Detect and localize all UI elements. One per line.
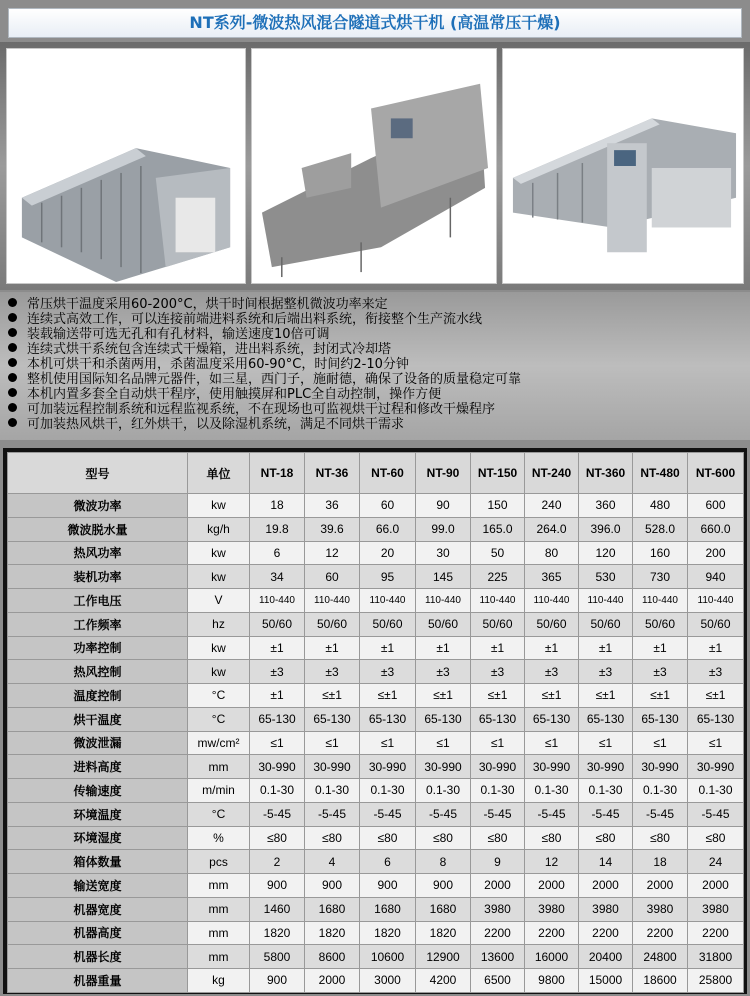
value-cell: 50/60 [250,612,305,636]
unit-cell: mm [188,921,250,945]
microwave-tunnel-image [503,49,743,283]
value-cell: ≤80 [579,826,633,850]
value-cell: 50/60 [305,612,360,636]
row-label: 进料高度 [8,755,188,779]
value-cell: 65-130 [579,707,633,731]
feature-item: 本机内置多套全自动烘干程序，使用触摸屏和PLC全自动控制，操作方便 [8,387,441,403]
value-cell: 0.1-30 [471,779,525,803]
value-cell: 65-130 [525,707,579,731]
value-cell: 20 [360,541,416,565]
value-cell: 3980 [633,897,688,921]
value-cell: 600 [688,494,744,518]
value-cell: 19.8 [250,517,305,541]
value-cell: 65-130 [471,707,525,731]
table-row [8,755,744,779]
value-cell: ≤1 [416,731,471,755]
value-cell: 110-440 [633,589,688,613]
value-cell: -5-45 [416,802,471,826]
value-cell: 6 [250,541,305,565]
row-label: 微波功率 [8,494,188,518]
value-cell: ±1 [305,636,360,660]
value-cell: 0.1-30 [250,779,305,803]
value-cell: -5-45 [633,802,688,826]
unit-cell: mw/cm² [188,731,250,755]
value-cell: 200 [688,541,744,565]
value-cell: -5-45 [305,802,360,826]
table-row [8,660,744,684]
value-cell: 360 [579,494,633,518]
header-unit: 单位 [188,453,250,494]
unit-cell: kw [188,565,250,589]
value-cell: 165.0 [471,517,525,541]
table-row [8,945,744,969]
value-cell: 900 [416,874,471,898]
bullet-icon [8,313,17,322]
value-cell: 0.1-30 [633,779,688,803]
table-row [8,517,744,541]
value-cell: 1820 [360,921,416,945]
value-cell: ±1 [416,636,471,660]
value-cell: 480 [633,494,688,518]
unit-cell: °C [188,707,250,731]
feature-item: 装载输送带可选无孔和有孔材料，输送速度10倍可调 [8,327,330,343]
table-row [8,802,744,826]
value-cell: 110-440 [579,589,633,613]
value-cell: ≤80 [305,826,360,850]
value-cell: ≤80 [416,826,471,850]
value-cell: 65-130 [250,707,305,731]
feature-list [0,292,750,440]
unit-cell: °C [188,684,250,708]
value-cell: 0.1-30 [360,779,416,803]
value-cell: 3980 [579,897,633,921]
bullet-icon [8,358,17,367]
table-row [8,684,744,708]
value-cell: ±1 [360,636,416,660]
value-cell: 1680 [360,897,416,921]
unit-cell: % [188,826,250,850]
photo-strip [0,42,750,290]
value-cell: ±3 [250,660,305,684]
value-cell: 65-130 [633,707,688,731]
value-cell: ±1 [633,636,688,660]
feature-item: 常压烘干温度采用60-200°C，烘干时间根据整机微波功率来定 [8,297,388,313]
row-label: 机器宽度 [8,897,188,921]
value-cell: 0.1-30 [305,779,360,803]
bullet-icon [8,343,17,352]
row-label: 环境湿度 [8,826,188,850]
value-cell: 50/60 [416,612,471,636]
machine-photo-3 [502,48,744,284]
value-cell: 2 [250,850,305,874]
value-cell: ≤1 [688,731,744,755]
value-cell: 30-990 [416,755,471,779]
value-cell: ±3 [633,660,688,684]
value-cell: 30-990 [579,755,633,779]
value-cell: 110-440 [305,589,360,613]
header-nt-240: NT-240 [525,453,579,494]
value-cell: 13600 [471,945,525,969]
value-cell: 50/60 [525,612,579,636]
value-cell: 365 [525,565,579,589]
value-cell: ≤±1 [305,684,360,708]
value-cell: 2000 [579,874,633,898]
value-cell: 24800 [633,945,688,969]
machine-photo-1 [6,48,246,284]
value-cell: 4200 [416,969,471,993]
value-cell: 95 [360,565,416,589]
value-cell: 30 [416,541,471,565]
value-cell: 2000 [305,969,360,993]
value-cell: 18 [250,494,305,518]
value-cell: ≤80 [250,826,305,850]
value-cell: 2200 [688,921,744,945]
value-cell: 25800 [688,969,744,993]
unit-cell: kw [188,660,250,684]
value-cell: 0.1-30 [525,779,579,803]
machine-photo-2 [251,48,497,284]
row-label: 箱体数量 [8,850,188,874]
bullet-icon [8,328,17,337]
value-cell: -5-45 [250,802,305,826]
unit-cell: pcs [188,850,250,874]
table-row [8,541,744,565]
bullet-icon [8,388,17,397]
value-cell: 0.1-30 [579,779,633,803]
value-cell: 264.0 [525,517,579,541]
table-row [8,850,744,874]
row-label: 温度控制 [8,684,188,708]
value-cell: ±1 [525,636,579,660]
value-cell: ±3 [688,660,744,684]
row-label: 机器长度 [8,945,188,969]
row-label: 微波脱水量 [8,517,188,541]
unit-cell: m/min [188,779,250,803]
unit-cell: kw [188,541,250,565]
table-row [8,779,744,803]
row-label: 功率控制 [8,636,188,660]
value-cell: 65-130 [305,707,360,731]
feature-item: 可加装热风烘干，红外烘干，以及除湿机系统，满足不同烘干需求 [8,417,404,433]
unit-cell: mm [188,755,250,779]
value-cell: 30-990 [250,755,305,779]
header-nt-18: NT-18 [250,453,305,494]
value-cell: 50/60 [360,612,416,636]
value-cell: 30-990 [525,755,579,779]
value-cell: 900 [360,874,416,898]
table-row [8,612,744,636]
value-cell: 8600 [305,945,360,969]
value-cell: -5-45 [525,802,579,826]
unit-cell: kg [188,969,250,993]
value-cell: ±1 [250,684,305,708]
value-cell: 110-440 [416,589,471,613]
value-cell: 2200 [525,921,579,945]
value-cell: 110-440 [525,589,579,613]
value-cell: 80 [525,541,579,565]
page-title: NT系列-微波热风混合隧道式烘干机 (高温常压干燥) [8,8,742,38]
value-cell: 18 [633,850,688,874]
value-cell: ±1 [688,636,744,660]
value-cell: 18600 [633,969,688,993]
conveyor-dryer-image [252,49,496,283]
value-cell: ≤1 [579,731,633,755]
value-cell: 65-130 [688,707,744,731]
unit-cell: °C [188,802,250,826]
value-cell: 65-130 [360,707,416,731]
value-cell: 160 [633,541,688,565]
value-cell: 3000 [360,969,416,993]
value-cell: 900 [250,874,305,898]
header-nt-480: NT-480 [633,453,688,494]
table-header-row [8,453,744,494]
value-cell: 2000 [525,874,579,898]
value-cell: 2200 [471,921,525,945]
value-cell: 2000 [633,874,688,898]
value-cell: 145 [416,565,471,589]
value-cell: ≤1 [305,731,360,755]
unit-cell: kw [188,494,250,518]
value-cell: 3980 [471,897,525,921]
value-cell: 730 [633,565,688,589]
value-cell: 30-990 [633,755,688,779]
value-cell: 110-440 [250,589,305,613]
value-cell: 4 [305,850,360,874]
value-cell: 0.1-30 [688,779,744,803]
value-cell: ≤80 [360,826,416,850]
table-row [8,897,744,921]
value-cell: 3980 [525,897,579,921]
value-cell: 110-440 [471,589,525,613]
value-cell: 39.6 [305,517,360,541]
value-cell: ≤80 [688,826,744,850]
feature-item: 连续式高效工作，可以连接前端进料系统和后端出料系统，衔接整个生产流水线 [8,312,482,328]
bullet-icon [8,373,17,382]
header-nt-90: NT-90 [416,453,471,494]
value-cell: 10600 [360,945,416,969]
value-cell: ±3 [360,660,416,684]
header-nt-360: NT-360 [579,453,633,494]
value-cell: ≤±1 [471,684,525,708]
value-cell: 65-130 [416,707,471,731]
value-cell: 530 [579,565,633,589]
value-cell: 30-990 [360,755,416,779]
value-cell: 2000 [688,874,744,898]
table-row [8,921,744,945]
value-cell: ≤±1 [688,684,744,708]
value-cell: 5800 [250,945,305,969]
value-cell: 1680 [416,897,471,921]
value-cell: ±1 [250,636,305,660]
value-cell: ≤±1 [579,684,633,708]
value-cell: 9800 [525,969,579,993]
value-cell: ≤80 [525,826,579,850]
value-cell: ≤80 [633,826,688,850]
table-row [8,589,744,613]
value-cell: 1460 [250,897,305,921]
table-row [8,969,744,993]
value-cell: ≤±1 [525,684,579,708]
row-label: 烘干温度 [8,707,188,731]
value-cell: 90 [416,494,471,518]
table-row [8,636,744,660]
value-cell: 940 [688,565,744,589]
spec-table-body [8,494,744,993]
unit-cell: mm [188,874,250,898]
value-cell: ±3 [579,660,633,684]
table-row [8,731,744,755]
value-cell: 99.0 [416,517,471,541]
value-cell: 0.1-30 [416,779,471,803]
value-cell: 50/60 [633,612,688,636]
value-cell: 66.0 [360,517,416,541]
row-label: 机器重量 [8,969,188,993]
value-cell: 8 [416,850,471,874]
feature-item: 可加装远程控制系统和远程监视系统，不在现场也可监视烘干过程和修改干燥程序 [8,402,495,418]
value-cell: 50/60 [688,612,744,636]
value-cell: 900 [305,874,360,898]
value-cell: ±3 [471,660,525,684]
unit-cell: V [188,589,250,613]
table-row [8,494,744,518]
value-cell: -5-45 [579,802,633,826]
value-cell: 150 [471,494,525,518]
row-label: 机器高度 [8,921,188,945]
value-cell: ±3 [416,660,471,684]
value-cell: 1680 [305,897,360,921]
value-cell: 1820 [305,921,360,945]
value-cell: 1820 [250,921,305,945]
value-cell: 528.0 [633,517,688,541]
value-cell: 6500 [471,969,525,993]
value-cell: 31800 [688,945,744,969]
value-cell: 110-440 [688,589,744,613]
tunnel-dryer-image [7,49,245,283]
value-cell: ≤1 [471,731,525,755]
value-cell: 1820 [416,921,471,945]
value-cell: ≤1 [360,731,416,755]
unit-cell: mm [188,945,250,969]
feature-item: 连续式烘干系统包含连续式干燥箱，进出料系统，封闭式冷却塔 [8,342,391,358]
unit-cell: mm [188,897,250,921]
value-cell: 2200 [579,921,633,945]
value-cell: ≤±1 [633,684,688,708]
value-cell: 30-990 [305,755,360,779]
value-cell: 60 [360,494,416,518]
value-cell: ≤1 [525,731,579,755]
value-cell: 2200 [633,921,688,945]
value-cell: ≤±1 [416,684,471,708]
row-label: 装机功率 [8,565,188,589]
header-nt-60: NT-60 [360,453,416,494]
value-cell: -5-45 [471,802,525,826]
row-label: 工作电压 [8,589,188,613]
value-cell: 34 [250,565,305,589]
bullet-icon [8,403,17,412]
value-cell: 50 [471,541,525,565]
header-nt-150: NT-150 [471,453,525,494]
unit-cell: kg/h [188,517,250,541]
value-cell: 12900 [416,945,471,969]
spec-table-container [3,448,747,994]
value-cell: 20400 [579,945,633,969]
table-row [8,826,744,850]
value-cell: 14 [579,850,633,874]
value-cell: -5-45 [688,802,744,826]
value-cell: 60 [305,565,360,589]
value-cell: 3980 [688,897,744,921]
value-cell: ≤1 [633,731,688,755]
row-label: 工作频率 [8,612,188,636]
value-cell: ≤1 [250,731,305,755]
value-cell: 6 [360,850,416,874]
feature-item: 本机可烘干和杀菌两用，杀菌温度采用60-90°C，时间约2-10分钟 [8,357,409,373]
value-cell: 110-440 [360,589,416,613]
value-cell: -5-45 [360,802,416,826]
value-cell: ≤±1 [360,684,416,708]
unit-cell: kw [188,636,250,660]
row-label: 输送宽度 [8,874,188,898]
value-cell: 12 [525,850,579,874]
value-cell: 240 [525,494,579,518]
bullet-icon [8,418,17,427]
table-row [8,874,744,898]
row-label: 微波泄漏 [8,731,188,755]
unit-cell: hz [188,612,250,636]
feature-item: 整机使用国际知名品牌元器件，如三星，西门子，施耐德，确保了设备的质量稳定可靠 [8,372,521,388]
table-row [8,565,744,589]
row-label: 环境温度 [8,802,188,826]
row-label: 热风功率 [8,541,188,565]
header-nt-600: NT-600 [688,453,744,494]
value-cell: 15000 [579,969,633,993]
value-cell: 50/60 [471,612,525,636]
value-cell: ±1 [471,636,525,660]
value-cell: 36 [305,494,360,518]
value-cell: 50/60 [579,612,633,636]
value-cell: 30-990 [471,755,525,779]
header-nt-36: NT-36 [305,453,360,494]
value-cell: 9 [471,850,525,874]
value-cell: 16000 [525,945,579,969]
value-cell: 30-990 [688,755,744,779]
value-cell: 2000 [471,874,525,898]
table-row [8,707,744,731]
header-model: 型号 [8,453,188,494]
bullet-icon [8,298,17,307]
value-cell: ±3 [305,660,360,684]
value-cell: ±3 [525,660,579,684]
value-cell: 12 [305,541,360,565]
value-cell: 396.0 [579,517,633,541]
value-cell: 900 [250,969,305,993]
value-cell: 225 [471,565,525,589]
value-cell: 120 [579,541,633,565]
spec-table [7,452,744,993]
row-label: 热风控制 [8,660,188,684]
value-cell: ≤80 [471,826,525,850]
value-cell: ±1 [579,636,633,660]
value-cell: 24 [688,850,744,874]
row-label: 传输速度 [8,779,188,803]
value-cell: 660.0 [688,517,744,541]
